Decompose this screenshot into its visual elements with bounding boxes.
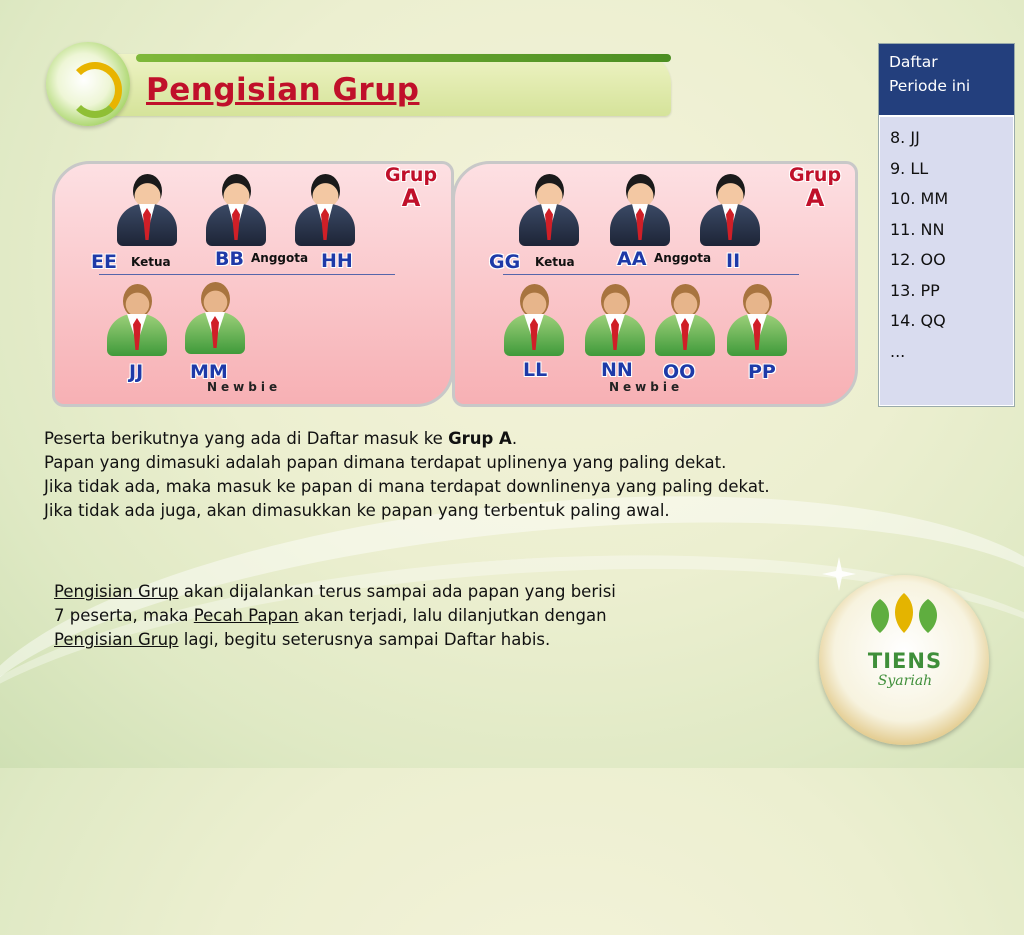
paragraph-line: Jika tidak ada juga, akan dimasukkan ke papan yang terbentuk paling awal. xyxy=(44,501,670,520)
paragraph-line: lagi, begitu seterusnya sampai Daftar habis. xyxy=(178,630,551,649)
group-label xyxy=(785,166,845,211)
newbie-avatar xyxy=(653,284,717,358)
list-item: 14. QQ xyxy=(890,311,946,330)
tiens-leaf-icon xyxy=(866,593,942,637)
member-name: NN xyxy=(601,359,633,381)
leader-avatar xyxy=(204,174,268,248)
paragraph-bold: Grup A xyxy=(448,429,512,448)
newbie-avatar xyxy=(183,282,247,356)
paragraph-line: Papan yang dimasuki adalah papan dimana terdapat uplinenya yang paling dekat. xyxy=(44,453,727,472)
newbie-label: Newbie xyxy=(609,380,684,394)
divider-line xyxy=(503,274,799,275)
list-item: 8. JJ xyxy=(890,128,920,147)
role-label: Ketua xyxy=(535,255,575,269)
member-name: PP xyxy=(748,361,776,383)
group-label-text: Grup xyxy=(788,164,842,186)
newbie-avatar xyxy=(502,284,566,358)
member-name: EE xyxy=(91,251,117,273)
leader-avatar xyxy=(517,174,581,248)
explanation-paragraph-2 xyxy=(54,580,616,652)
title-logo-icon xyxy=(46,42,130,126)
link-pecah-papan[interactable]: Pecah Papan xyxy=(193,606,299,625)
member-name: BB xyxy=(215,248,244,270)
list-item: 13. PP xyxy=(890,280,940,300)
leader-avatar xyxy=(608,174,672,248)
page-title: Pengisian Grup xyxy=(146,72,420,108)
member-name: JJ xyxy=(129,361,144,383)
group-label-letter: A xyxy=(401,183,421,212)
list-header-line: Periode ini xyxy=(889,77,971,95)
member-name: HH xyxy=(321,250,353,272)
list-header-line: Daftar xyxy=(889,53,938,71)
group-label-letter: A xyxy=(805,183,825,212)
list-body xyxy=(880,117,1013,405)
newbie-avatar xyxy=(583,284,647,358)
list-item: ... xyxy=(890,341,906,361)
paragraph-line: Peserta berikutnya yang ada di Daftar masuk ke xyxy=(44,429,449,448)
sparkle-icon xyxy=(822,557,856,591)
newbie-label: Newbie xyxy=(207,380,282,394)
list-item: 12. OO xyxy=(890,250,946,269)
role-label: Anggota xyxy=(251,251,309,265)
group-box-2 xyxy=(452,161,858,407)
list-item: 11. NN xyxy=(890,219,945,239)
role-label: Anggota xyxy=(654,251,712,265)
logo-title: TIENS xyxy=(867,649,943,673)
link-pengisian-grup[interactable]: Pengisian Grup xyxy=(54,630,179,649)
member-name: II xyxy=(726,250,741,272)
newbie-avatar xyxy=(725,284,789,358)
paragraph-line: . xyxy=(511,429,518,448)
leader-avatar xyxy=(293,174,357,248)
link-pengisian-grup[interactable]: Pengisian Grup xyxy=(54,582,179,601)
list-item: 9. LL xyxy=(890,158,929,178)
member-name: AA xyxy=(617,248,647,270)
paragraph-line: Jika tidak ada, maka masuk ke papan di mana terdapat downlinenya yang paling dekat. xyxy=(44,477,770,496)
group-box-1 xyxy=(52,161,454,407)
divider-line xyxy=(99,274,395,275)
member-name: MM xyxy=(190,361,228,383)
leader-avatar xyxy=(698,174,762,248)
group-label xyxy=(381,166,441,211)
role-label: Ketua xyxy=(131,255,171,269)
explanation-paragraph xyxy=(44,427,770,523)
list-header xyxy=(879,44,1014,115)
paragraph-line: akan dijalankan terus sampai ada papan yang berisi xyxy=(178,582,616,601)
member-name: LL xyxy=(523,359,548,381)
daftar-list xyxy=(878,43,1015,407)
leader-avatar xyxy=(115,174,179,248)
list-item: 10. MM xyxy=(890,189,949,208)
member-name: GG xyxy=(489,251,521,273)
group-label-text: Grup xyxy=(384,164,438,186)
paragraph-line: 7 peserta, maka xyxy=(54,606,194,625)
paragraph-line: akan terjadi, lalu dilanjutkan dengan xyxy=(298,606,607,625)
newbie-avatar xyxy=(105,284,169,358)
member-name: OO xyxy=(663,361,696,383)
logo-subtitle: Syariah xyxy=(877,673,933,689)
